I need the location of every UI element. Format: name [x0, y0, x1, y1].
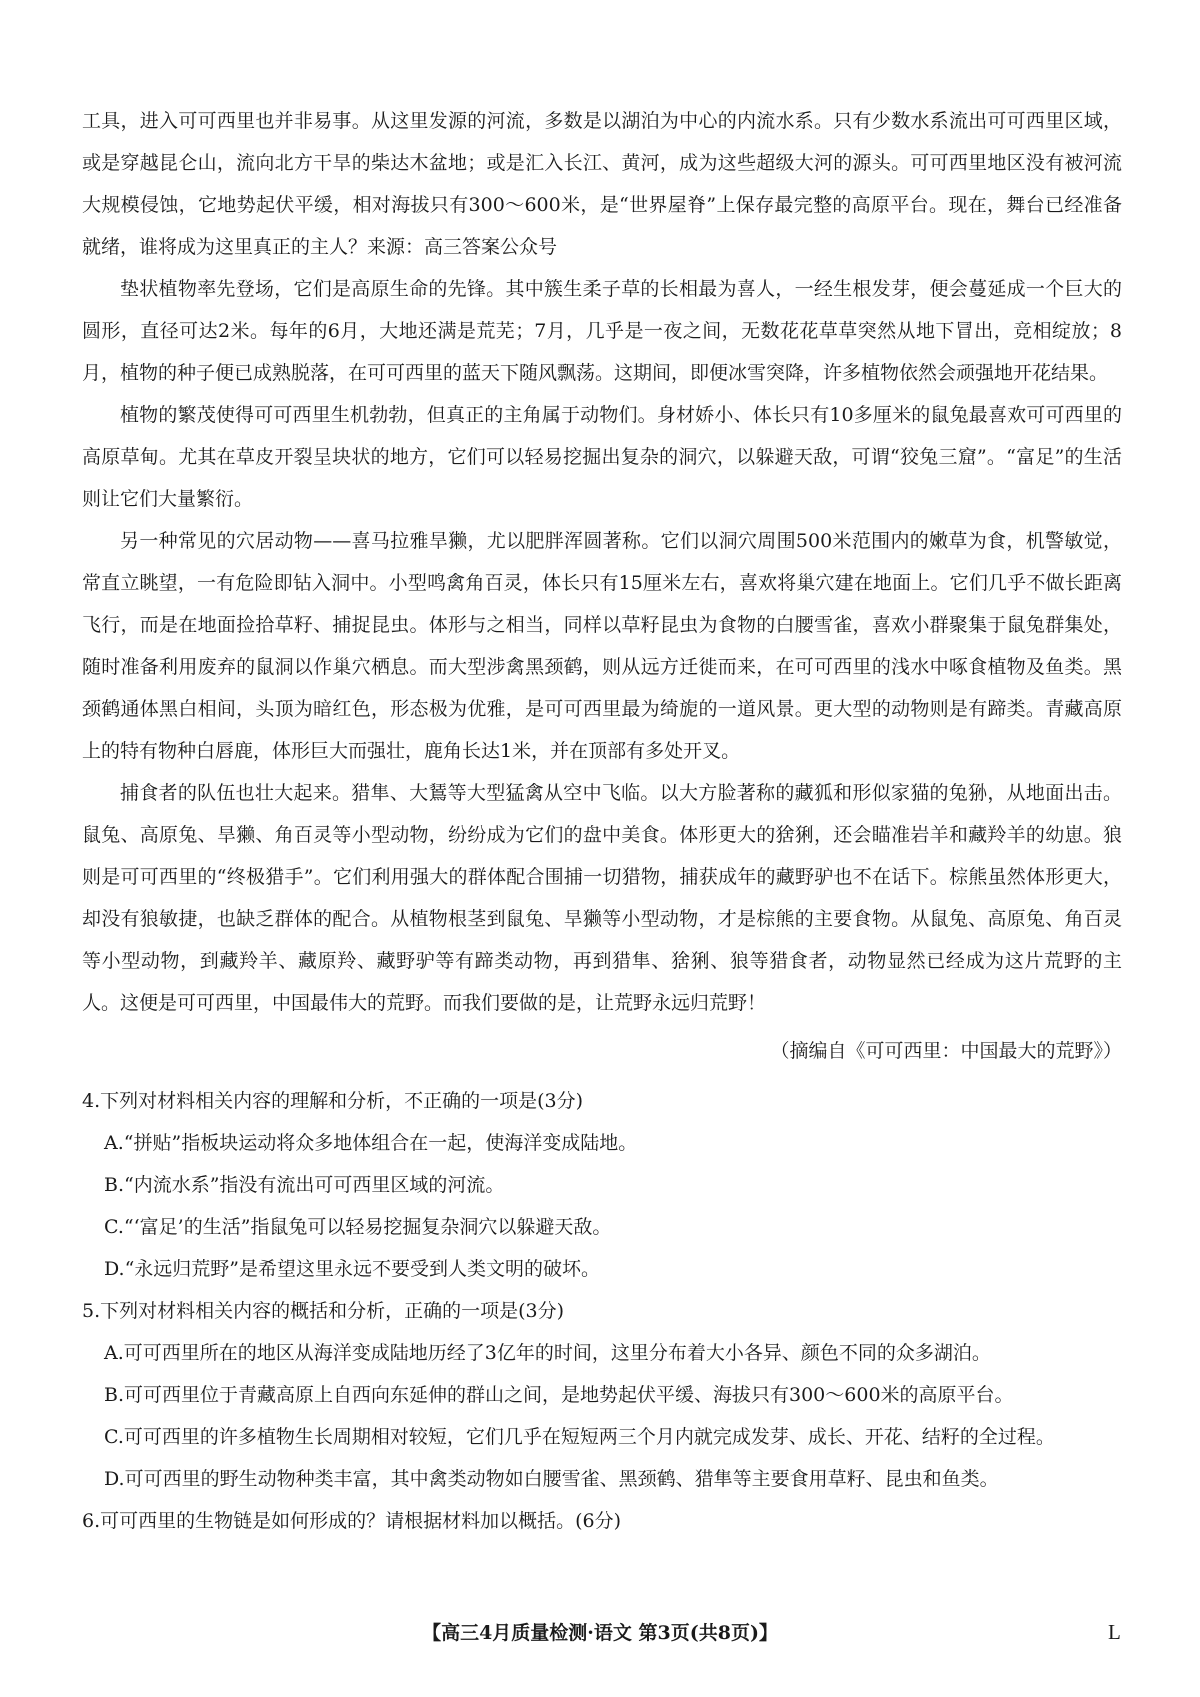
question-6-stem: 6.可可西里的生物链是如何形成的？请根据材料加以概括。(6分)	[82, 1510, 622, 1532]
question-4-option-a: A.“拼贴”指板块运动将众多地体组合在一起，使海洋变成陆地。	[104, 1132, 638, 1154]
passage-source: （摘编自《可可西里：中国最大的荒野》）	[770, 1040, 1122, 1062]
question-5-option-c: C.可可西里的许多植物生长周期相对较短，它们几乎在短短两三个月内就完成发芽、成长、开花、结籽的全过程。	[104, 1426, 1055, 1448]
question-5-stem: 5.下列对材料相关内容的概括和分析，正确的一项是(3分)	[82, 1300, 565, 1322]
page-footer: 【高三4月质量检测·语文 第3页(共8页)】	[422, 1622, 778, 1644]
passage-paragraph-1: 工具，进入可可西里也并非易事。从这里发源的河流，多数是以湖泊为中心的内流水系。只有少数水系流出可可西里区域，或是穿越昆仑山，流向北方干旱的柴达木盆地；或是汇入长江、黄河，成为这些超级大河的源头。可可西里地区没有被河流大规模侵蚀，它地势起伏平缓，相对海拔只有300～600米，是“世界屋脊”上保存最完整的高原平台。现在，舞台已经准备就绪，谁将成为这里真正的主人？来源：高三答案公众号	[82, 110, 1122, 258]
question-4-stem: 4.下列对材料相关内容的理解和分析，不正确的一项是(3分)	[82, 1090, 584, 1112]
passage-paragraph-3: 植物的繁茂使得可可西里生机勃勃，但真正的主角属于动物们。身材娇小、体长只有10多厘米的鼠兔最喜欢可可西里的高原草甸。尤其在草皮开裂呈块状的地方，它们可以轻易挖掘出复杂的洞穴，以躲避天敌，可谓“狡兔三窟”。“富足”的生活则让它们大量繁衍。	[82, 404, 1122, 510]
question-5-option-d: D.可可西里的野生动物种类丰富，其中禽类动物如白腰雪雀、黑颈鹤、猎隼等主要食用草籽、昆虫和鱼类。	[104, 1468, 999, 1490]
question-4-option-c: C.“‘富足’的生活”指鼠兔可以轻易挖掘复杂洞穴以躲避天敌。	[104, 1216, 612, 1238]
passage-paragraph-2: 垫状植物率先登场，它们是高原生命的先锋。其中簇生柔子草的长相最为喜人，一经生根发芽，便会蔓延成一个巨大的圆形，直径可达2米。每年的6月，大地还满是荒芜；7月，几乎是一夜之间，无数花花草草突然从地下冒出，竞相绽放；8月，植物的种子便已成熟脱落，在可可西里的蓝天下随风飘荡。这期间，即便冰雪突降，许多植物依然会顽强地开花结果。	[82, 278, 1122, 384]
page-content	[82, 100, 1122, 1542]
question-5-option-b: B.可可西里位于青藏高原上自西向东延伸的群山之间，是地势起伏平缓、海拔只有300～600米的高原平台。	[104, 1384, 1014, 1406]
question-4-option-b: B.“内流水系”指没有流出可可西里区域的河流。	[104, 1174, 505, 1196]
version-mark: L	[1108, 1620, 1121, 1644]
question-4-option-d: D.“永远归荒野”是希望这里永远不要受到人类文明的破坏。	[104, 1258, 601, 1280]
passage-paragraph-5: 捕食者的队伍也壮大起来。猎隼、大鵟等大型猛禽从空中飞临。以大方脸著称的藏狐和形似家猫的兔狲，从地面出击。鼠兔、高原兔、旱獭、角百灵等小型动物，纷纷成为它们的盘中美食。体形更大的猞猁，还会瞄准岩羊和藏羚羊的幼崽。狼则是可可西里的“终极猎手”。它们利用强大的群体配合围捕一切猎物，捕获成年的藏野驴也不在话下。棕熊虽然体形更大，却没有狼敏捷，也缺乏群体的配合。从植物根茎到鼠兔、旱獭等小型动物，才是棕熊的主要食物。从鼠兔、高原兔、角百灵等小型动物，到藏羚羊、藏原羚、藏野驴等有蹄类动物，再到猎隼、猞猁、狼等猎食者，动物显然已经成为这片荒野的主人。这便是可可西里，中国最伟大的荒野。而我们要做的是，让荒野永远归荒野！	[82, 782, 1122, 1014]
question-5-option-a: A.可可西里所在的地区从海洋变成陆地历经了3亿年的时间，这里分布着大小各异、颜色不同的众多湖泊。	[104, 1342, 991, 1364]
passage-paragraph-4: 另一种常见的穴居动物——喜马拉雅旱獭，尤以肥胖浑圆著称。它们以洞穴周围500米范围内的嫩草为食，机警敏觉，常直立眺望，一有危险即钻入洞中。小型鸣禽角百灵，体长只有15厘米左右，喜欢将巢穴建在地面上。它们几乎不做长距离飞行，而是在地面捡拾草籽、捕捉昆虫。体形与之相当，同样以草籽昆虫为食物的白腰雪雀，喜欢小群聚集于鼠兔群集处，随时准备利用废弃的鼠洞以作巢穴栖息。而大型涉禽黑颈鹤，则从远方迁徙而来，在可可西里的浅水中啄食植物及鱼类。黑颈鹤通体黑白相间，头顶为暗红色，形态极为优雅，是可可西里最为绮旎的一道风景。更大型的动物则是有蹄类。青藏高原上的特有物种白唇鹿，体形巨大而强壮，鹿角长达1米，并在顶部有多处开叉。	[82, 530, 1122, 762]
question-section	[82, 1080, 1122, 1542]
